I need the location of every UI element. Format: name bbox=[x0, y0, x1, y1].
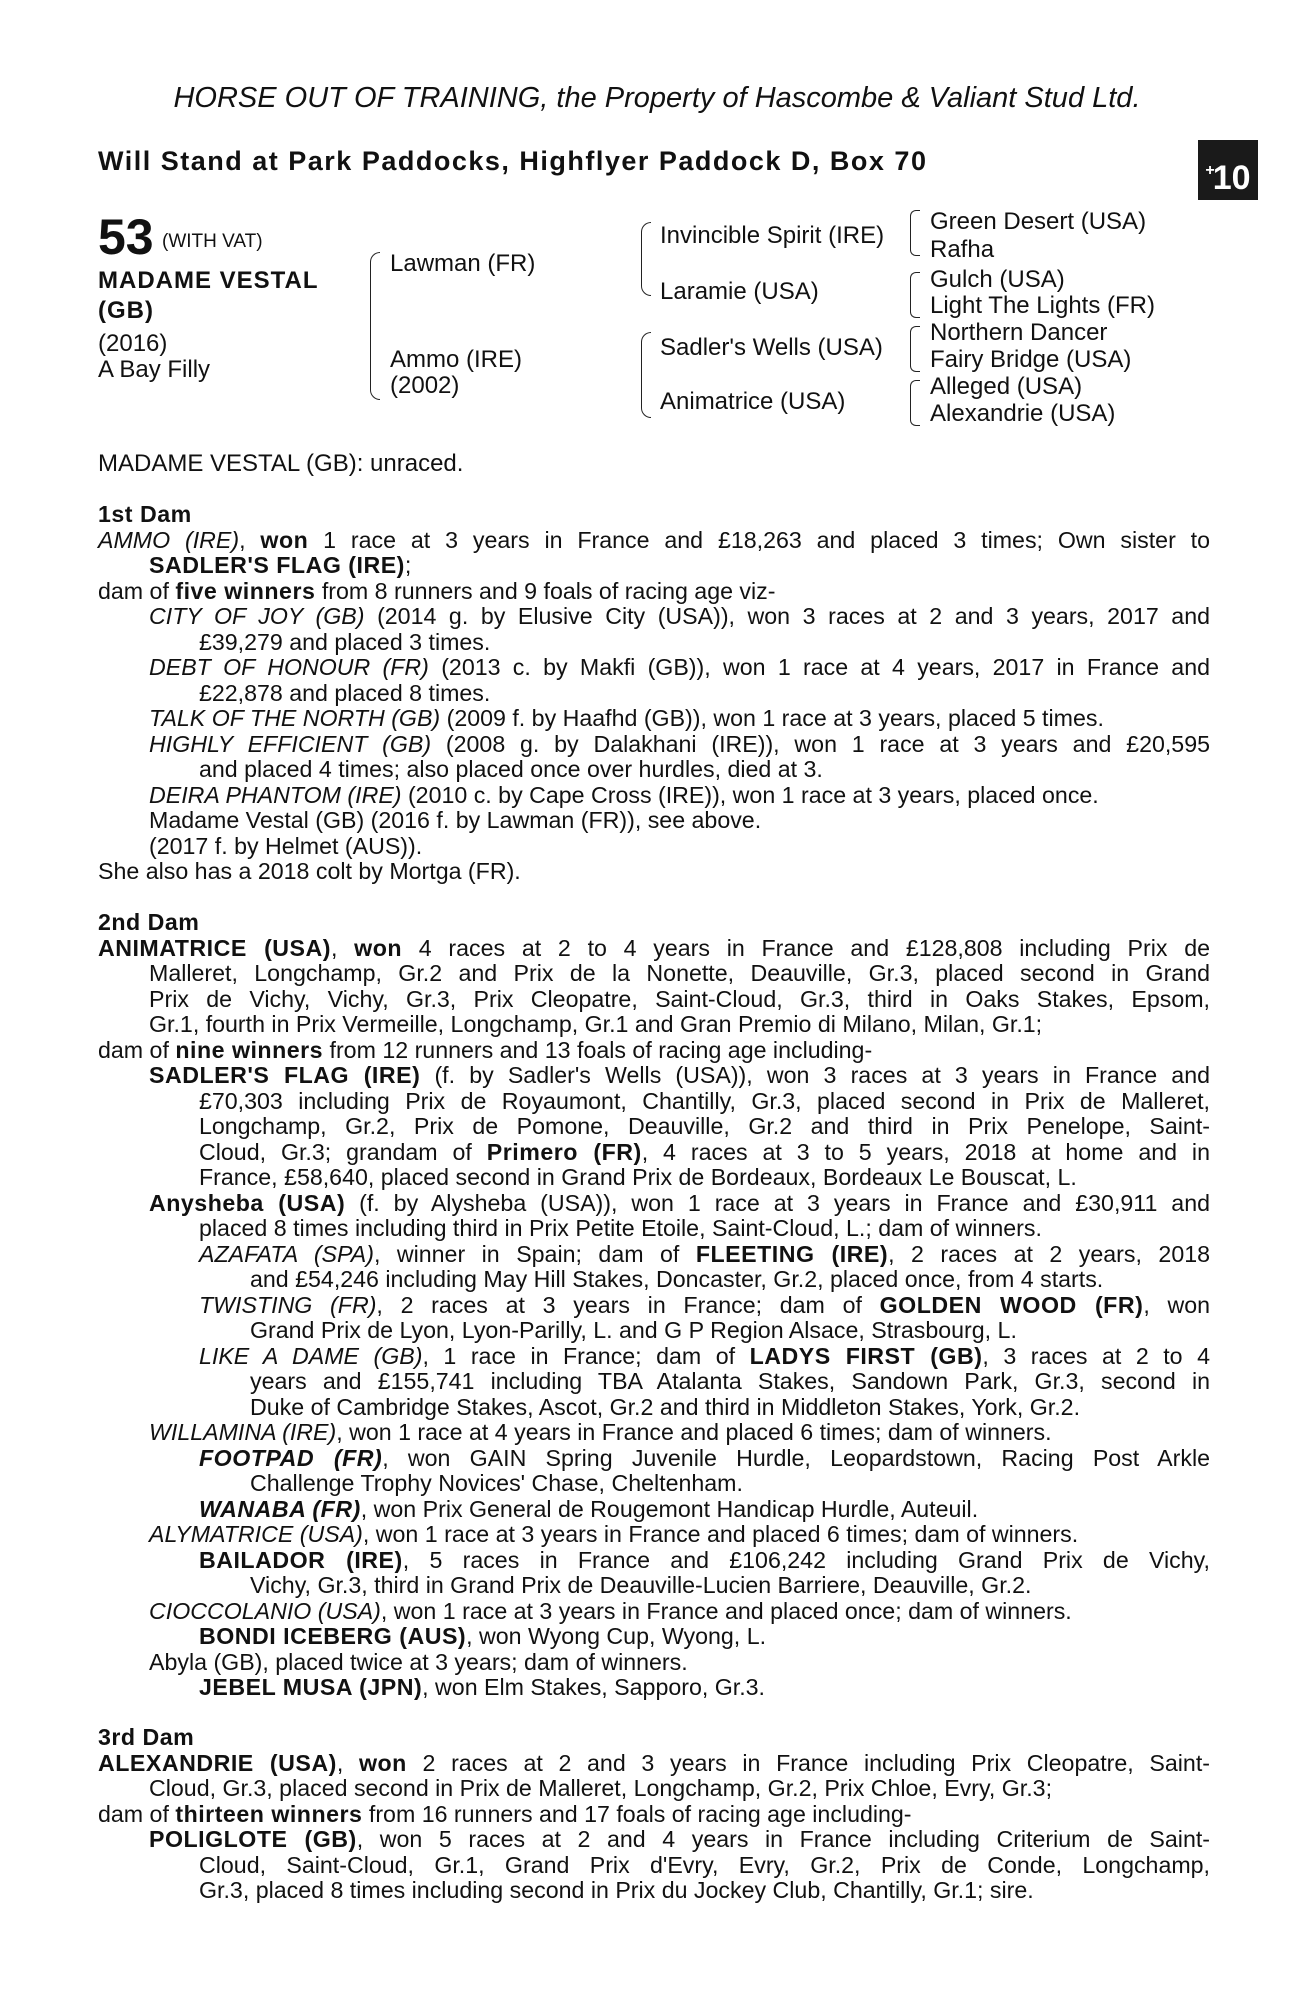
section-heading: 2nd Dam bbox=[98, 909, 200, 935]
progeny-name: HIGHLY EFFICIENT (GB) bbox=[149, 730, 432, 757]
text: , bbox=[330, 934, 355, 961]
winners-count: nine winners bbox=[175, 1036, 324, 1063]
progeny-name: Anysheba (USA) bbox=[149, 1189, 346, 1216]
horse-year: (2016) bbox=[98, 330, 168, 357]
text: and placed 4 times; also placed once over hurdles, died at 3. bbox=[199, 756, 823, 782]
progeny-name: WILLAMINA (IRE) bbox=[149, 1419, 337, 1445]
progeny-name: TWISTING (FR) bbox=[199, 1291, 377, 1318]
progeny-name: DEIRA PHANTOM (IRE) bbox=[149, 781, 402, 808]
pedigree-g4: Light The Lights (FR) bbox=[930, 292, 1155, 319]
text: Cloud, Saint-Cloud, Gr.1, Grand Prix d'Evry, Evry, Gr.2, Prix de Conde, Longchamp, bbox=[199, 1851, 1210, 1878]
text: from 16 runners and 17 foals of racing age including- bbox=[362, 1800, 912, 1827]
sire-dam-bracket bbox=[370, 252, 380, 400]
horse-name: SADLER'S FLAG (IRE) bbox=[149, 552, 405, 578]
g-bracket-1 bbox=[910, 210, 920, 256]
progeny-name: DEBT OF HONOUR (FR) bbox=[149, 654, 429, 680]
text: Duke of Cambridge Stakes, Ascot, Gr.2 and third in Middleton Stakes, York, Gr.2. bbox=[250, 1393, 1081, 1420]
text: and £54,246 including May Hill Stakes, Doncaster, Gr.2, placed once, from 4 starts. bbox=[250, 1266, 1104, 1292]
pedigree-g7: Alleged (USA) bbox=[930, 373, 1083, 400]
text: from 12 runners and 13 foals of racing age including- bbox=[323, 1036, 873, 1063]
progeny-name: CIOCCOLANIO (USA) bbox=[149, 1597, 381, 1624]
winners-count: thirteen winners bbox=[175, 1800, 363, 1827]
text: , won 5 races at 2 and 4 years in France including Criterium de Saint- bbox=[356, 1826, 1211, 1852]
progeny-name: SADLER'S FLAG (IRE) bbox=[149, 1062, 421, 1088]
text: dam of bbox=[98, 1800, 176, 1827]
text: , winner in Spain; dam of bbox=[373, 1240, 696, 1267]
pedigree-dam-year: (2002) bbox=[390, 372, 460, 399]
progeny-name: TALK OF THE NORTH (GB) bbox=[149, 705, 441, 731]
text: She also has a 2018 colt by Mortga (FR). bbox=[98, 858, 521, 884]
text: , won Wyong Cup, Wyong, L. bbox=[466, 1623, 767, 1649]
lot-number: 53 bbox=[98, 209, 154, 265]
text: , 5 races in France and £106,242 including Grand Prix de Vichy, bbox=[402, 1546, 1210, 1573]
text: Longchamp, Gr.2, Prix de Pomone, Deauville, Gr.2 and third in Prix Penelope, Saint- bbox=[199, 1113, 1210, 1139]
text: , 2 races at 2 years, 2018 bbox=[888, 1240, 1211, 1267]
third-dam-section bbox=[98, 1725, 1210, 1904]
g-bracket-3 bbox=[910, 326, 920, 372]
pedigree-g2: Rafha bbox=[930, 236, 995, 263]
text: Madame Vestal (GB) (2016 f. by Lawman (FR)), see above. bbox=[149, 807, 762, 833]
text: , 2 races at 3 years in France; dam of bbox=[376, 1291, 880, 1318]
pedigree-g6: Fairy Bridge (USA) bbox=[930, 346, 1132, 373]
text: , won Elm Stakes, Sapporo, Gr.3. bbox=[422, 1674, 765, 1700]
progeny-name: Primero (FR) bbox=[486, 1138, 642, 1165]
text: (f. by Sadler's Wells (USA)), won 3 races at 3 years in France and bbox=[420, 1062, 1210, 1088]
pedigree-g3: Gulch (USA) bbox=[930, 266, 1065, 293]
stand-location: Will Stand at Park Paddocks, Highflyer Paddock D, Box 70 bbox=[98, 146, 928, 176]
text: , bbox=[336, 1749, 359, 1776]
progeny-name: ALYMATRICE (USA) bbox=[149, 1521, 363, 1547]
pedigree-dam-dam: Animatrice (USA) bbox=[660, 388, 846, 415]
text: dam of bbox=[98, 577, 176, 604]
g-bracket-2 bbox=[910, 272, 920, 318]
won-label: won bbox=[354, 934, 403, 961]
progeny-name: FLEETING (IRE) bbox=[695, 1240, 889, 1267]
progeny-name: BAILADOR (IRE) bbox=[199, 1546, 403, 1573]
horse-name: MADAME VESTAL (GB) bbox=[98, 267, 319, 324]
text: (2013 c. by Makfi (GB)), won 1 race at 4 years, 2017 in France and bbox=[428, 654, 1210, 680]
first-dam-section bbox=[98, 502, 1210, 885]
text: 2 races at 2 and 3 years in France including Prix Cleopatre, Saint- bbox=[406, 1749, 1210, 1776]
text: , won 1 race at 3 years in France and placed once; dam of winners. bbox=[380, 1597, 1072, 1624]
text: (2010 c. by Cape Cross (IRE)), won 1 race at 3 years, placed once. bbox=[401, 781, 1099, 808]
text: , won Prix General de Rougemont Handicap Hurdle, Auteuil. bbox=[360, 1495, 979, 1522]
g-bracket-4 bbox=[910, 380, 920, 426]
badge-number: 10 bbox=[1212, 159, 1251, 197]
second-dam-section bbox=[98, 910, 1210, 1701]
progeny-name: CITY OF JOY (GB) bbox=[149, 603, 365, 629]
pedigree-sire: Lawman (FR) bbox=[390, 250, 536, 277]
page-title: HORSE OUT OF TRAINING, the Property of Hascombe & Valiant Stud Ltd. bbox=[173, 82, 1141, 114]
pedigree-dam: Ammo (IRE) bbox=[390, 346, 522, 373]
text: £39,279 and placed 3 times. bbox=[199, 628, 491, 655]
text: Vichy, Gr.3, third in Grand Prix de Deauville-Lucien Barriere, Deauville, Gr.2. bbox=[250, 1572, 1032, 1598]
badge-prefix: + bbox=[1205, 162, 1215, 179]
text: years and £155,741 including TBA Atalanta Stakes, Sandown Park, Gr.3, second in bbox=[250, 1368, 1210, 1394]
winners-count: five winners bbox=[175, 577, 316, 604]
text: (2014 g. by Elusive City (USA)), won 3 races at 2 and 3 years, 2017 and bbox=[364, 603, 1210, 629]
progeny-name: JEBEL MUSA (JPN) bbox=[199, 1674, 423, 1700]
progeny-name: WANABA (FR) bbox=[199, 1495, 361, 1522]
text: , won 1 race at 4 years in France and placed 6 times; dam of winners. bbox=[336, 1419, 1052, 1445]
dam-name: ANIMATRICE (USA) bbox=[98, 934, 331, 961]
text: 4 races at 2 to 4 years in France and £128,808 including Prix de bbox=[402, 934, 1210, 961]
text: (2017 f. by Helmet (AUS)). bbox=[149, 832, 423, 859]
won-label: won bbox=[358, 1749, 407, 1776]
dam-name: AMMO (IRE) bbox=[98, 526, 240, 553]
text: France, £58,640, placed second in Grand Prix de Bordeaux, Bordeaux Le Bouscat, L. bbox=[199, 1164, 1077, 1190]
text: £22,878 and placed 8 times. bbox=[199, 679, 491, 706]
text: , 4 races at 3 to 5 years, 2018 at home and in bbox=[641, 1138, 1210, 1165]
lot-vat: (WITH VAT) bbox=[162, 231, 263, 252]
text: , 1 race in France; dam of bbox=[422, 1342, 750, 1369]
text: from 8 runners and 9 foals of racing age viz- bbox=[315, 577, 776, 604]
section-heading: 3rd Dam bbox=[98, 1724, 195, 1750]
text: dam of bbox=[98, 1036, 176, 1063]
dam-parents-bracket bbox=[641, 332, 651, 418]
text: Gr.3, placed 8 times including second in Prix du Jockey Club, Chantilly, Gr.1; sire. bbox=[199, 1877, 1034, 1903]
progeny-name: BONDI ICEBERG (AUS) bbox=[199, 1623, 467, 1649]
text: Grand Prix de Lyon, Lyon-Parilly, L. and G P Region Alsace, Strasbourg, L. bbox=[250, 1317, 1017, 1343]
dam-name: ALEXANDRIE (USA) bbox=[98, 1749, 337, 1776]
pedigree-sire-sire: Invincible Spirit (IRE) bbox=[660, 222, 885, 249]
progeny-name: FOOTPAD (FR) bbox=[199, 1444, 383, 1471]
text: £70,303 including Prix de Royaumont, Chantilly, Gr.3, placed second in Prix de Malleret, bbox=[199, 1087, 1210, 1114]
pedigree-g1: Green Desert (USA) bbox=[930, 208, 1147, 235]
section-heading: 1st Dam bbox=[98, 501, 192, 527]
text: Malleret, Longchamp, Gr.2 and Prix de la Nonette, Deauville, Gr.3, placed second in Grand bbox=[149, 960, 1210, 986]
progeny-name: AZAFATA (SPA) bbox=[199, 1240, 374, 1267]
text: (2009 f. by Haafhd (GB)), won 1 race at 3 years, placed 5 times. bbox=[440, 705, 1104, 731]
sire-parents-bracket bbox=[641, 222, 651, 296]
text: Challenge Trophy Novices' Chase, Cheltenham. bbox=[250, 1470, 743, 1496]
lot-badge bbox=[1198, 140, 1258, 200]
text: (2008 g. by Dalakhani (IRE)), won 1 race at 3 years and £20,595 bbox=[431, 730, 1210, 757]
progeny-name: GOLDEN WOOD (FR) bbox=[879, 1291, 1144, 1318]
pedigree-dam-sire: Sadler's Wells (USA) bbox=[660, 334, 883, 361]
text: 1 race at 3 years in France and £18,263 and placed 3 times; Own sister to bbox=[308, 526, 1210, 553]
text: Abyla (GB), placed twice at 3 years; dam of winners. bbox=[149, 1648, 688, 1675]
text: Cloud, Gr.3, placed second in Prix de Malleret, Longchamp, Gr.2, Prix Chloe, Evry, Gr.3; bbox=[149, 1775, 1053, 1801]
text: , won bbox=[1143, 1291, 1211, 1318]
text: , 3 races at 2 to 4 bbox=[982, 1342, 1210, 1369]
text: (f. by Alysheba (USA)), won 1 race at 3 years in France and £30,911 and bbox=[345, 1189, 1210, 1216]
progeny-name: POLIGLOTE (GB) bbox=[149, 1826, 357, 1852]
text: Gr.1, fourth in Prix Vermeille, Longchamp, Gr.1 and Gran Premio di Milano, Milan, Gr.1; bbox=[149, 1011, 1043, 1037]
text: , won GAIN Spring Juvenile Hurdle, Leopardstown, Racing Post Arkle bbox=[382, 1444, 1210, 1471]
text: ; bbox=[404, 552, 412, 578]
progeny-name: LADYS FIRST (GB) bbox=[749, 1342, 983, 1369]
progeny-name: LIKE A DAME (GB) bbox=[199, 1342, 423, 1369]
text: placed 8 times including third in Prix Petite Etoile, Saint-Cloud, L.; dam of winners. bbox=[199, 1215, 1042, 1241]
pedigree-sire-dam: Laramie (USA) bbox=[660, 278, 819, 305]
text: Prix de Vichy, Vichy, Gr.3, Prix Cleopatre, Saint-Cloud, Gr.3, third in Oaks Stakes, Epsom, bbox=[149, 985, 1210, 1012]
horse-description: A Bay Filly bbox=[98, 356, 211, 383]
text: , bbox=[239, 526, 261, 553]
pedigree-g8: Alexandrie (USA) bbox=[930, 400, 1116, 427]
unraced-note: MADAME VESTAL (GB): unraced. bbox=[98, 450, 464, 477]
text: Cloud, Gr.3; grandam of bbox=[199, 1138, 487, 1165]
text: , won 1 race at 3 years in France and placed 6 times; dam of winners. bbox=[362, 1521, 1079, 1547]
won-label: won bbox=[260, 526, 309, 553]
pedigree-g5: Northern Dancer bbox=[930, 319, 1108, 346]
